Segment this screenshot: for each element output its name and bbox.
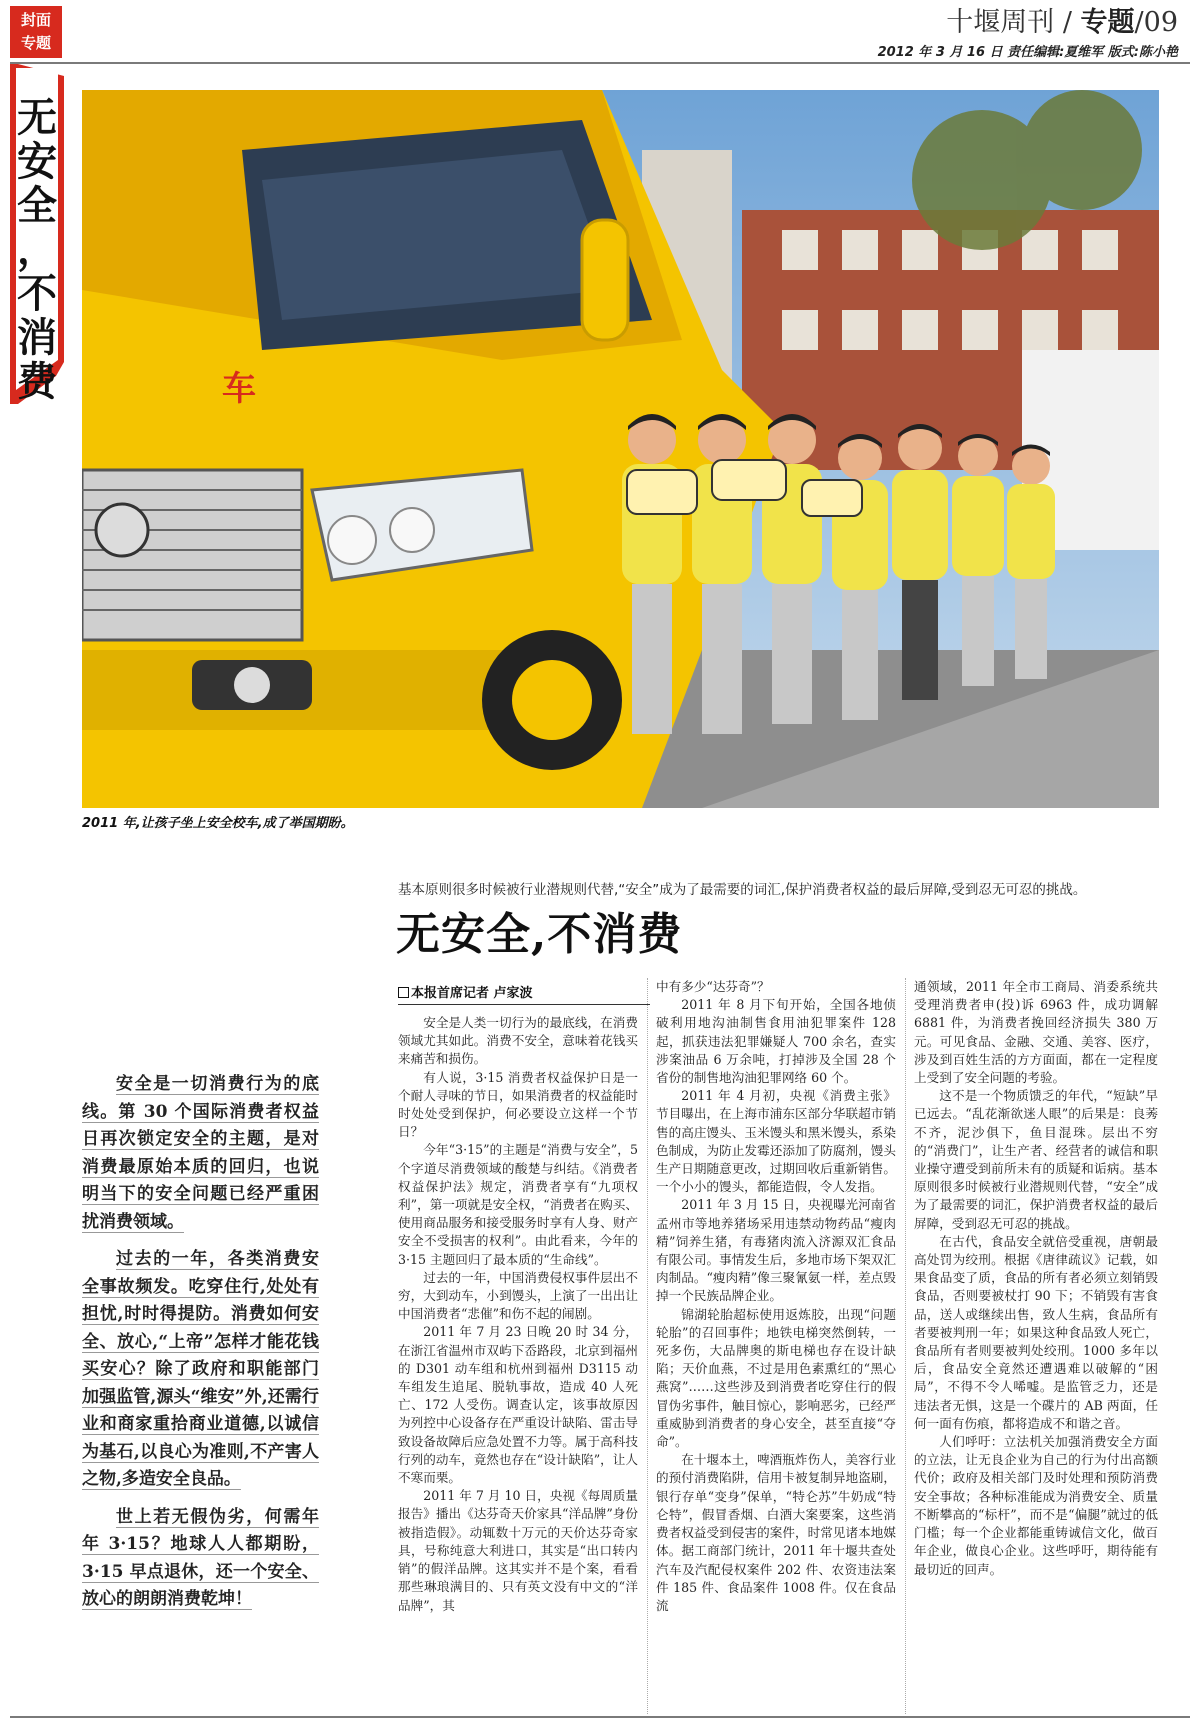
paragraph: 2011 年 7 月 10 日，央视《每周质量报告》播出《达芬奇天价家具“洋品牌”身份被指造假》。动辄数十万元的天价达芬奇家具，号称纯意大利进口，其实是“出口转内销”的假洋品牌。这其实并不是个案，看看那些琳琅满目的、只有英文没有中文的“洋品牌”，其 — [398, 1488, 638, 1613]
paragraph: 2011 年 7 月 23 日晚 20 时 34 分，在浙江省温州市双屿下岙路段，北京到福州的 D301 动车组和杭州到福州 D3115 动车组发生追尾、脱轨事故，造成 40 人死亡、172 人受伤。调查认定，该事故原因为列控中心设备存在严重设计缺陷、雷击导致设备故障后应急处置不力等。属于高科技行列的动车，竟然也存在“设计缺陷”，让人不寒而栗。 — [398, 1324, 638, 1486]
vertical-char: 消 — [17, 314, 57, 361]
lead-paragraph: 安全是一切消费行为的底线。第 30 个国际消费者权益日再次锁定安全的主题，是对消费最原始本质的回归，也说明当下的安全问题已经严重困扰消费领域。 — [82, 1074, 319, 1232]
article-deck: 基本原则很多时候被行业潜规则代替,“安全”成为了最需要的词汇,保护消费者权益的最后屏障,受到忍无可忍的挑战。 — [398, 882, 1087, 898]
vertical-char: ， — [17, 226, 57, 273]
paragraph: 通领域，2011 年全市工商局、消委系统共受理消费者申(投)诉 6963 件，成功调解 6881 件，为消费者挽回经济损失 380 万元。可见食品、金融、交通、美容、医疗，涉及到百姓生活的方方面面，都在一定程度上受到了安全问题的考验。 — [914, 979, 1158, 1086]
vertical-title — [10, 96, 64, 404]
vertical-char: 全 — [17, 182, 57, 229]
photo-illustration — [82, 90, 1159, 808]
paragraph: 过去的一年，中国消费侵权事件层出不穷，大到动车，小到馒头，上演了一出出让中国消费者“悲催”和伤不起的闹剧。 — [398, 1269, 638, 1322]
paragraph: 安全是人类一切行为的最底线，在消费领域尤其如此。消费不安全，意味着花钱买来痛苦和损伤。 — [398, 1015, 638, 1067]
paragraph: 这不是一个物质馈乏的年代，“短缺”早已远去。“乱花渐欲迷人眼”的后果是：良莠不齐，泥沙俱下，鱼目混珠。层出不穷的“消费门”，让生产者、经营者的诚信和职业操守遭受到前所未有的质疑和诟病。基本原则很多时候被行业潜规则代替，“安全”成为了最需要的词汇，保护消费者权益的最后屏障，受到忍无可忍的挑战。 — [914, 1088, 1158, 1231]
top-rule — [10, 62, 1190, 64]
paragraph: 今年“3·15”的主题是“消费与安全”，5 个字道尽消费领域的酸楚与纠结。《消费者权益保护法》规定，消费者享有“九项权利”，第一项就是安全权，“消费者在购买、使用商品服务和接受服务时享有人身、财产安全不受损害的权利”。由此看来，今年的 3·15 主题回归了最本质的“生命线”。 — [398, 1142, 638, 1267]
page-header — [878, 6, 1178, 60]
section-tag-line2: 专题 — [20, 34, 51, 52]
paragraph: 2011 年 4 月初，央视《消费主张》节目曝出，在上海市浦东区部分华联超市销售的高庄馒头、玉米馒头和黑米馒头，系染色制成，为防止发霉还添加了防腐剂，馒头生产日期随意更改，过期回收后重新销售。一个小小的馒头，都能造假，令人发指。 — [656, 1088, 896, 1195]
bottom-rule — [10, 1716, 1190, 1718]
photo-caption: 2011 年,让孩子坐上安全校车,成了举国期盼。 — [82, 816, 354, 831]
paragraph: 2011 年 3 月 15 日，央视曝光河南省孟州市等地养猪场采用违禁动物药品“瘦肉精”饲养生猪，有毒猪肉流入济源双汇食品有限公司。事情发生后，多地市场下架双汇肉制品。“瘦肉精”像三聚氰氨一样，差点毁掉一个民族品牌企业。 — [656, 1197, 896, 1304]
byline-text: 本报首席记者 卢家波 — [411, 986, 533, 1001]
paragraph: 有人说，3·15 消费者权益保护日是一个耐人寻味的节日，如果消费者的权益能时时处处受到保护，何必要设立这样一个节日？ — [398, 1069, 638, 1140]
header-separator: / — [1062, 7, 1072, 38]
article-column-2 — [656, 978, 896, 1714]
lead-paragraph: 过去的一年，各类消费安全事故频发。吃穿住行,处处有担忧,时时得提防。消费如何安全、放心,“上帝”怎样才能花钱买安心？除了政府和职能部门加强监管,源头“维安”外,还需行业和商家重拾商业道德,以诚信为基石,以良心为准则,不产害人之物,多造安全良品。 — [82, 1249, 319, 1489]
article-column-1 — [398, 1014, 638, 1714]
school-bus-photo — [82, 90, 1159, 808]
publication-name: 十堰周刊 — [946, 7, 1055, 38]
paragraph: 2011 年 8 月下旬开始，全国各地侦破利用地沟油制售食用油犯罪案件 128 起，抓获违法犯罪嫌疑人 700 余名，查实涉案油品 6 万余吨，打掉涉及全国 28 个省份的制售地沟油犯罪网络 60 个。 — [656, 997, 896, 1086]
paragraph: 锦湖轮胎超标使用返炼胶，出现“问题轮胎”的召回事件；地铁电梯突然倒转，一死多伤，大品牌奥的斯电梯也存在设计缺陷；天价血燕，不过是用色素熏红的“黑心燕窝”……这些涉及到消费者吃穿住行的假冒伪劣事件，触目惊心，影响恶劣，已经严重威胁到消费者的身心安全，甚至直接“夺命”。 — [656, 1306, 896, 1450]
byline-box-icon — [398, 987, 409, 998]
section-tag-line1: 封面 — [20, 11, 51, 29]
header-meta: 2012 年 3 月 16 日 责任编辑:夏维军 版式:陈小艳 — [877, 45, 1178, 60]
section-tag — [10, 6, 62, 58]
lead-paragraph: 世上若无假伪劣，何需年年 3·15？地球人人都期盼，3·15 早点退休，还一个安全、放心的朗朗消费乾坤！ — [82, 1506, 319, 1609]
paragraph: 人们呼吁：立法机关加强消费安全方面的立法，让无良企业为自己的行为付出高额代价；政府及相关部门及时处理和预防消费安全事故；各种标准能成为消费安全、质量不断攀高的“标杆”，而不是“偏腿”就过的低门槛；每一个企业都能重铸诚信文化，做百年企业，做良心企业。这些呼吁，期待能有最切近的回声。 — [914, 1434, 1158, 1577]
vertical-char: 费 — [17, 358, 57, 405]
lead-box — [82, 1071, 319, 1624]
section-name: 专题 — [1080, 7, 1135, 38]
article-column-3 — [914, 978, 1158, 1714]
vertical-char: 不 — [17, 270, 57, 317]
paragraph: 在古代，食品安全就倍受重视，唐朝最高处罚为绞刑。根据《唐律疏议》记载，如果食品变了质，食品的所有者必须立刻销毁食品，否则要被杖打 90 下；不销毁有害食品，送人或继续出售，致人生病，食品所有者要被判刑一年；如果这种食品致人死亡，食品所有者则要被判处绞刑。1000 多年以后，食品安全竟然还遭遇难以破解的“困局”，不得不令人唏嘘。是监管乏力，还是违法者无惧，这是一个碟片的 AB 两面，任何一面有伤痕，都将造成不和谐之音。 — [914, 1233, 1158, 1431]
paragraph: 在十堰本土，啤酒瓶炸伤人，美容行业的预付消费陷阱，信用卡被复制异地盗刷，银行存单“变身”保单，“特仑苏”牛奶成“特仑特”，假冒香烟、白酒大案要案，这些消费者权益受到侵害的案件，时常见诸本地媒体。据工商部门统计，2011 年十堰共查处汽车及汽配侵权案件 202 件、农资违法案件 185 件、食品案件 1008 件。仅在食品流 — [656, 1452, 896, 1613]
article-title: 无安全,不消费 — [396, 909, 683, 960]
bus-sign-text: 车 — [222, 369, 256, 409]
vertical-char: 无 — [17, 94, 57, 141]
column-divider — [647, 978, 648, 1714]
byline — [398, 982, 650, 1005]
vertical-char: 安 — [17, 138, 57, 185]
page-number: /09 — [1134, 7, 1178, 38]
paragraph: 中有多少“达芬奇”？ — [656, 979, 770, 994]
column-divider — [905, 978, 906, 1714]
